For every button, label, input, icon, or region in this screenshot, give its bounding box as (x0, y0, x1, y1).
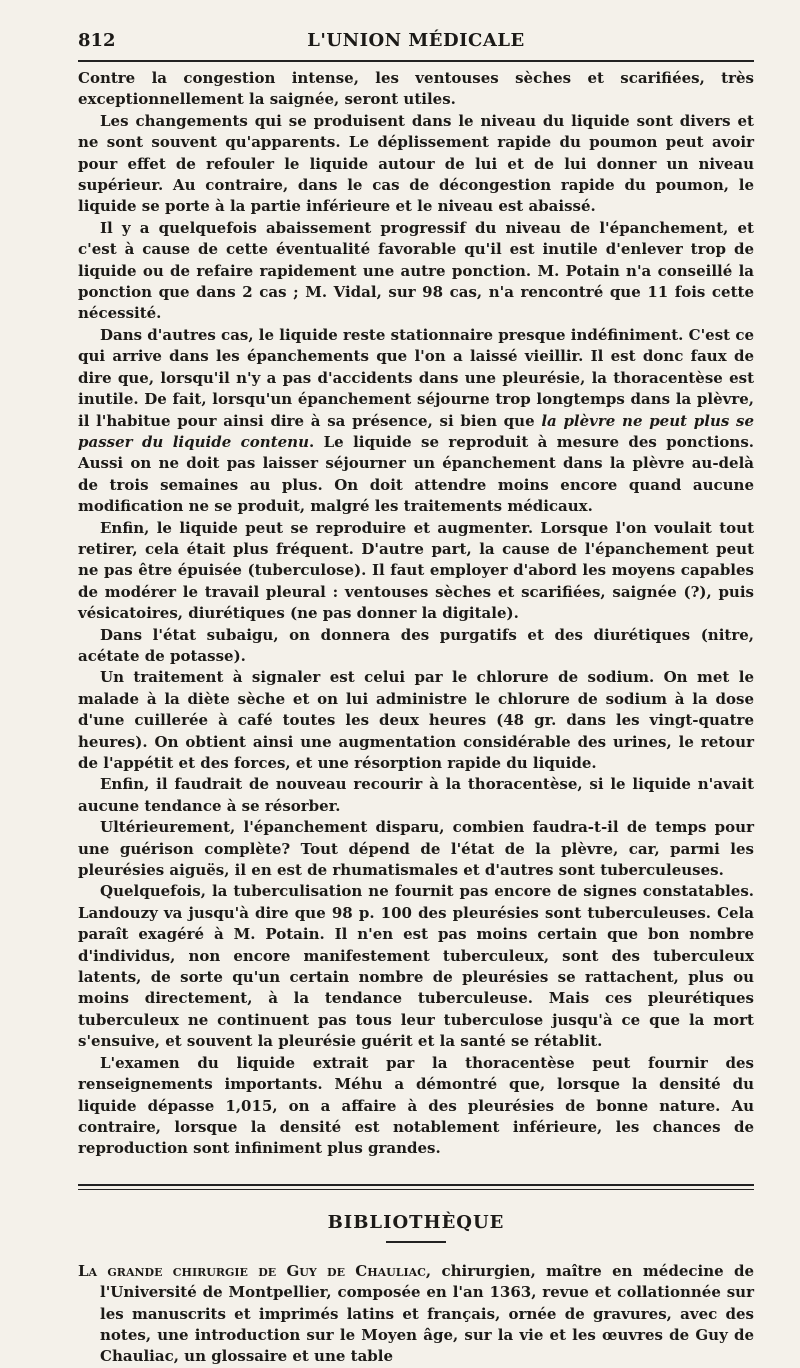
paragraph: Quelquefois, la tuberculisation ne fournit pas encore de signes constatables. Landouzy va jusqu'à dire que 98 p. 100 des pleurésies sont tuberculeuses. Cela paraît exagéré à M. Potain. Il n'en est pas moins certain que bon nombre d'individus, non encore manifestement tuberculeux, sont des tuberculeux latents, de sorte qu'un certain nombre de pleurésies se rattachent, plus ou moins directement, à la tendance tuberculeuse. Mais ces pleurétiques tuberculeux ne continuent pas tous leur tuberculose jusqu'à ce que la mort s'ensuive, et souvent la pleurésie guérit et la santé se rétablit. (78, 882, 754, 1051)
section-title: BIBLIOTHÈQUE (327, 1211, 505, 1233)
header-rule (78, 60, 754, 62)
running-title: L'UNION MÉDICALE (307, 30, 525, 51)
section-divider (78, 1184, 754, 1190)
paragraph: Un traitement à signaler est celui par le chlorure de sodium. On met le malade à la diète sèche et on lui administre le chlorure de sodium à la dose d'une cuillerée à café toutes les deux heures (48 gr. dans les vingt-quatre heures). On obtient ainsi une augmentation considérable des urines, le retour de l'appétit et des forces, et une résorption rapide du liquide. (78, 668, 754, 772)
paragraph: Enfin, le liquide peut se reproduire et augmenter. Lorsque l'on voulait tout retirer, cela était plus fréquent. D'autre part, la cause de l'épanchement peut ne pas être épuisée (tuberculose). Il faut employer d'abord les moyens capables de modérer le travail pleural : ventouses sèches et scarifiées, saignée (?), puis vésicatoires, diurétiques (ne pas donner la digitale). (78, 518, 754, 623)
paragraph (78, 325, 754, 518)
paragraph: Enfin, il faudrait de nouveau recourir à la thoracentèse, si le liquide n'avait aucune tendance à se résorber. (78, 775, 754, 815)
title-underline (386, 1241, 446, 1243)
paragraph: L'examen du liquide extrait par la thoracentèse peut fournir des renseignements importants. Méhu a démontré que, lorsque la densité du liquide dépasse 1,015, on a affaire à des pleurésies de bonne nature. Au contraire, lorsque la densité est notablement inférieure, les chances de reproduction sont infiniment plus grandes. (78, 1053, 754, 1158)
article-body (78, 68, 754, 1160)
paragraph-text: Dans d'autres cas, le liquide reste stationnaire presque indéfiniment. C'est ce qui arrive dans les épanchements que l'on a laissé vieillir. Il est donc faux de dire que, lorsqu'il n'y a pas d'accidents dans une pleurésie, la thoracentèse est inutile. De fait, lorsqu'un épanchement séjourne trop longtemps dans la plèvre, il l'habitue pour ainsi dire à sa présence, si bien que (78, 325, 754, 430)
paragraph-text: . Le liquide se reproduit à mesure des ponctions. Aussi on ne doit pas laisser séjourner un épanchement dans la plèvre au-delà de trois semaines au plus. On doit attendre moins encore quand aucune modification ne se produit, malgré les traitements médicaux. (78, 432, 754, 516)
page-number: 812 (78, 30, 116, 51)
paragraph: Les changements qui se produisent dans le niveau du liquide sont divers et ne sont souvent qu'apparents. Le déplissement rapide du poumon peut avoir pour effet de refouler le liquide autour de lui et de lui donner un niveau supérieur. Au contraire, dans le cas de décongestion rapide du poumon, le liquide se porte à la partie inférieure et le niveau est abaissé. (78, 111, 754, 216)
journal-page (78, 22, 754, 1368)
bibliography-entry (78, 1261, 754, 1368)
paragraph: Il y a quelquefois abaissement progressif du niveau de l'épanchement, et c'est à cause de cette éventualité favorable qu'il est inutile d'enlever trop de liquide ou de refaire rapidement une autre ponction. M. Potain n'a conseillé la ponction que dans 2 cas ; M. Vidal, sur 98 cas, n'a rencontré que 11 fois cette nécessité. (78, 218, 754, 323)
paragraph: Contre la congestion intense, les ventouses sèches et scarifiées, très exceptionnellement la saignée, seront utiles. (78, 69, 754, 109)
paragraph-italic-quote: la plèvre ne peut plus se passer du liquide contenu (78, 411, 754, 451)
bibliography-entry-text: chirurgien, maître en médecine de l'Université de Montpellier, composée en l'an 1363, revue et collationnée sur les manuscrits et imprimés latins et français, ornée de gravures, avec des notes, une introduction sur le Moyen âge, sur la vie et les œuvres de Guy de Chauliac, un glossaire et une table (100, 1261, 755, 1366)
bibliography-entry-heading: La grande chirurgie de Guy de Chauliac, (78, 1261, 432, 1280)
paragraph: Ultérieurement, l'épanchement disparu, combien faudra-t-il de temps pour une guérison complète? Tout dépend de l'état de la plèvre, car, parmi les pleurésies aiguës, il en est de rhumatismales et d'autres sont tuberculeuses. (78, 818, 754, 880)
paragraph: Dans l'état subaigu, on donnera des purgatifs et des diurétiques (nitre, acétate de potasse). (78, 625, 754, 665)
page-header (78, 22, 754, 60)
